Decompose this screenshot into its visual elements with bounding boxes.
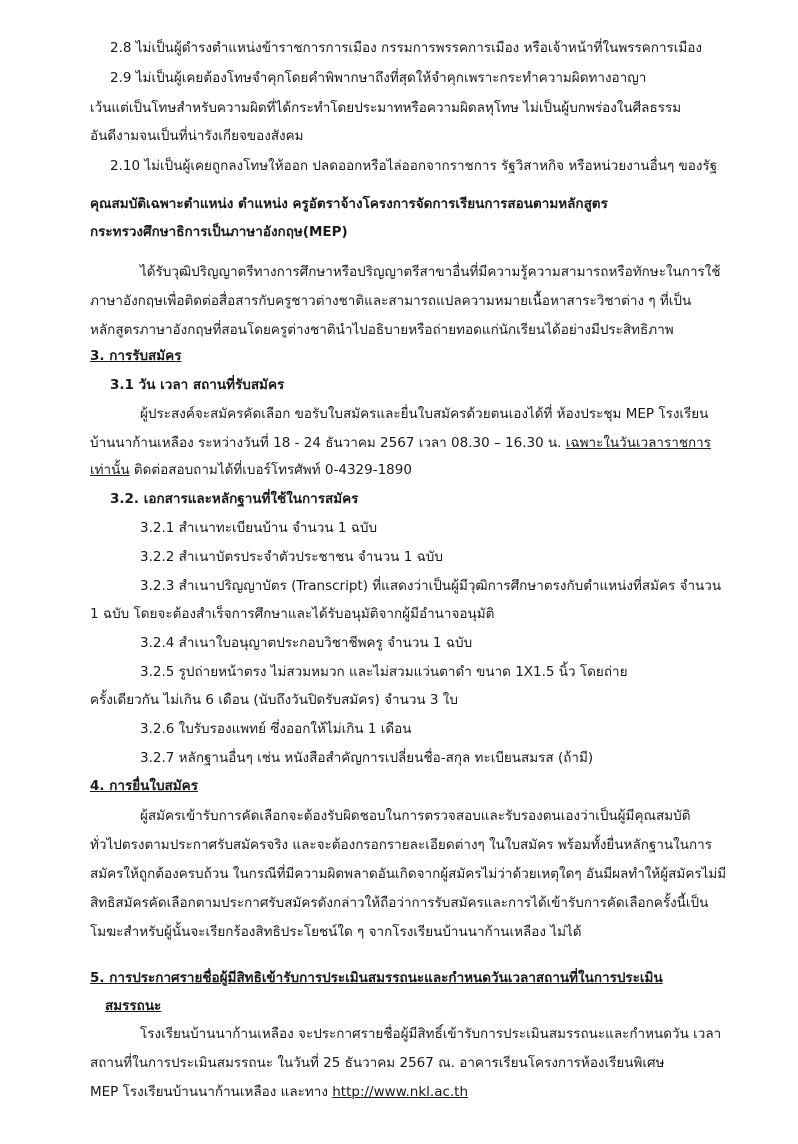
item-2-9-line1: 2.9 ไม่เป็นผู้เคยต้องโทษจำคุกโดยคำพิพากษาถึงที่สุดให้จำคุกเพราะกระทำความผิดทางอาญา <box>110 70 647 86</box>
section-5-title-line2: สมรรถนะ <box>105 998 162 1014</box>
section-3-2-title: 3.2. เอกสารและหลักฐานที่ใช้ในการสมัคร <box>110 491 359 507</box>
item-2-10: 2.10 ไม่เป็นผู้เคยถูกลงโทษให้ออก ปลดออกหรือไล่ออกจากราชการ รัฐวิสาหกิจ หรือหน่วยงานอื่นๆ ของรัฐ <box>110 158 718 174</box>
item-2-9-line2: เว้นแต่เป็นโทษสำหรับความผิดที่ได้กระทำโดยประมาทหรือความผิดลหุโทษ ไม่เป็นผู้บกพร่องในศีลธรรม <box>90 100 682 116</box>
section-5-line3 <box>90 1082 468 1102</box>
office-hours-note-end: เท่านั้น <box>90 462 130 478</box>
qualification-heading-line1: คุณสมบัติเฉพาะตำแหน่ง ตำแหน่ง ครูอัตราจ้างโครงการจัดการเรียนการสอนตามหลักสูตร <box>90 196 608 212</box>
item-2-9-line3: อันดีงามจนเป็นที่น่ารังเกียจของสังคม <box>90 128 304 144</box>
document-3-2-1: 3.2.1 สำเนาทะเบียนบ้าน จำนวน 1 ฉบับ <box>140 520 378 536</box>
section-4-title: 4. การยื่นใบสมัคร <box>90 778 198 794</box>
section-4-line4: สิทธิสมัครคัดเลือกตามประกาศรับสมัครดังกล่าวให้ถือว่าการรับสมัครและการได้เข้ารับการคัดเลือกครั้งนี้เป็น <box>90 895 709 911</box>
section-3-1-line1: ผู้ประสงค์จะสมัครคัดเลือก ขอรับใบสมัครและยื่นใบสมัครด้วยตนเองได้ที่ ห้องประชุม MEP โรงเรียน <box>140 406 709 422</box>
section-3-1-line2 <box>90 433 711 453</box>
section-3-1-line3 <box>90 460 412 480</box>
document-3-2-3-line1: 3.2.3 สำเนาปริญญาบัตร (Transcript) ที่แสดงว่าเป็นผู้มีวุฒิการศึกษาตรงกับตำแหน่งที่สมัคร จำนวน <box>140 578 722 594</box>
section-3-1-title: 3.1 วัน เวลา สถานที่รับสมัคร <box>110 377 285 393</box>
section-4-line1: ผู้สมัครเข้ารับการคัดเลือกจะต้องรับผิดชอบในการตรวจสอบและรับรองตนเองว่าเป็นผู้มีคุณสมบัติ <box>140 808 691 824</box>
document-3-2-5-line1: 3.2.5 รูปถ่ายหน้าตรง ไม่สวมหมวก และไม่สวมแว่นตาดำ ขนาด 1X1.5 นิ้ว โดยถ่าย <box>140 664 628 680</box>
qualification-paragraph-line2: ภาษาอังกฤษเพื่อติดต่อสื่อสารกับครูชาวต่างชาติและสามารถแปลความหมายเนื้อหาสาระวิชาต่าง ๆ ที่เป็น <box>90 293 692 309</box>
section-3-1-line2-text: บ้านนาก้านเหลือง ระหว่างวันที่ 18 - 24 ธันวาคม 2567 เวลา 08.30 – 16.30 น. <box>90 435 566 451</box>
contact-phone: ติดต่อสอบถามได้ที่เบอร์โทรศัพท์ 0-4329-1890 <box>129 462 412 478</box>
item-2-8: 2.8 ไม่เป็นผู้ดำรงตำแหน่งข้าราชการการเมือง กรรมการพรรคการเมือง หรือเจ้าหน้าที่ในพรรคการเมือง <box>110 40 703 56</box>
document-3-2-3-line2: 1 ฉบับ โดยจะต้องสำเร็จการศึกษาและได้รับอนุมัติจากผู้มีอำนาจอนุมัติ <box>90 606 495 622</box>
section-5-line2: สถานที่ในการประเมินสมรรถนะ ในวันที่ 25 ธันวาคม 2567 ณ. อาคารเรียนโครงการห้องเรียนพิเศษ <box>90 1055 665 1071</box>
section-5-title-line1: 5. การประกาศรายชื่อผู้มีสิทธิเข้ารับการประเมินสมรรถนะและกำหนดวันเวลาสถานที่ในการประเมิน <box>90 970 663 986</box>
section-5-line3-text: MEP โรงเรียนบ้านนาก้านเหลือง และทาง <box>90 1084 333 1100</box>
document-3-2-7: 3.2.7 หลักฐานอื่นๆ เช่น หนังสือสำคัญการเปลี่ยนชื่อ-สกุล ทะเบียนสมรส (ถ้ามี) <box>140 750 594 766</box>
office-hours-note: เฉพาะในวันเวลาราชการ <box>565 435 711 451</box>
section-5-line1: โรงเรียนบ้านนาก้านเหลือง จะประกาศรายชื่อผู้มีสิทธิ์เข้ารับการประเมินสมรรถนะและกำหนดวัน เวลา <box>140 1026 722 1042</box>
section-4-line5: โมฆะสำหรับผู้นั้นจะเรียกร้องสิทธิประโยชน์ใด ๆ จากโรงเรียนบ้านนาก้านเหลือง ไม่ได้ <box>90 924 582 940</box>
section-4-line2: ทั่วไปตรงตามประกาศรับสมัครจริง และจะต้องกรอกรายละเอียดต่างๆ ในใบสมัคร พร้อมทั้งยื่นหลักฐานในการ <box>90 837 712 853</box>
school-website-link[interactable]: http://www.nkl.ac.th <box>332 1084 469 1100</box>
document-3-2-6: 3.2.6 ใบรับรองแพทย์ ซึ่งออกให้ไม่เกิน 1 เดือน <box>140 721 412 737</box>
document-3-2-5-line2: ครั้งเดียวกัน ไม่เกิน 6 เดือน (นับถึงวันปิดรับสมัคร) จำนวน 3 ใบ <box>90 692 458 708</box>
qualification-heading-line2: กระทรวงศึกษาธิการเป็นภาษาอังกฤษ(MEP) <box>90 224 348 240</box>
document-3-2-2: 3.2.2 สำเนาบัตรประจำตัวประชาชน จำนวน 1 ฉบับ <box>140 549 443 565</box>
qualification-paragraph-line1: ได้รับวุฒิปริญญาตรีทางการศึกษาหรือปริญญาตรีสาขาอื่นที่มีความรู้ความสามารถหรือทักษะในการใช้ <box>140 264 721 280</box>
section-3-title: 3. การรับสมัคร <box>90 348 182 364</box>
qualification-paragraph-line3: หลักสูตรภาษาอังกฤษที่สอนโดยครูต่างชาตินำไปอธิบายหรือถ่ายทอดแก่นักเรียนได้อย่างมีประสิทธิภาพ <box>90 322 674 338</box>
document-3-2-4: 3.2.4 สำเนาใบอนุญาตประกอบวิชาชีพครู จำนวน 1 ฉบับ <box>140 635 473 651</box>
section-4-line3: สมัครให้ถูกต้องครบถ้วน ในกรณีที่มีความผิดพลาดอันเกิดจากผู้สมัครไม่ว่าด้วยเหตุใดๆ อันมีผลทำให้ผู้สมัครไม่มี <box>90 866 727 882</box>
